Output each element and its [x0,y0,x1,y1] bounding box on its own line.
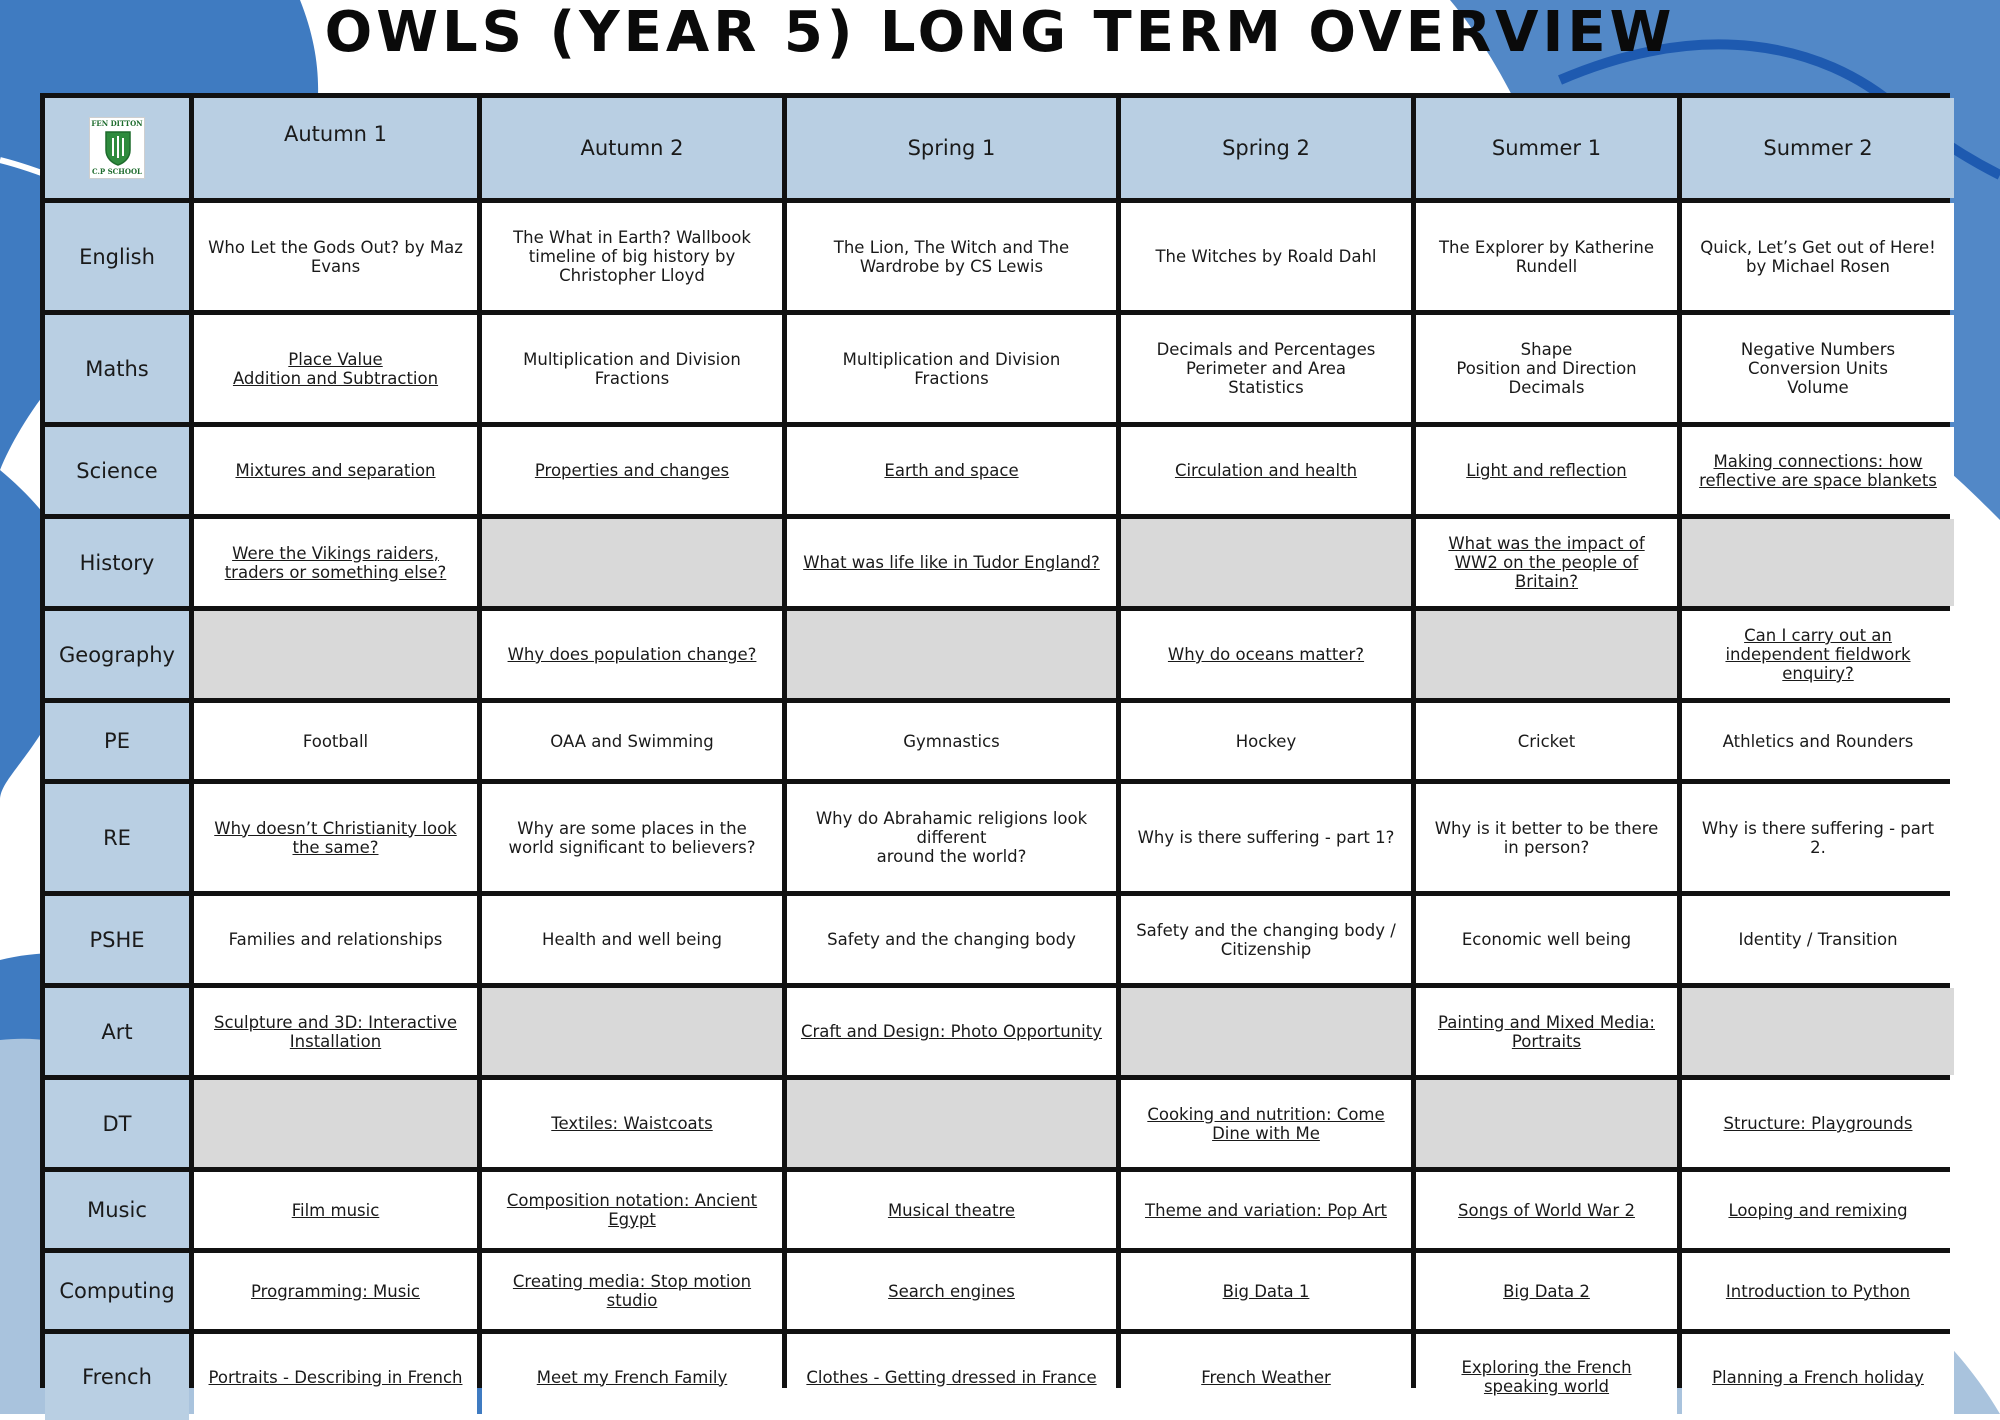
term-header-autumn-1: Autumn 1 [194,98,477,198]
topic-cell: Cricket [1416,703,1677,779]
topic-cell: Why is there suffering - part 2. [1682,784,1954,891]
subject-label-computing: Computing [45,1253,189,1329]
topic-cell: The Explorer by Katherine Rundell [1416,203,1677,310]
subject-label-dt: DT [45,1080,189,1167]
logo-bottom-text: C.P SCHOOL [92,167,142,176]
topic-link[interactable]: Cooking and nutrition: Come Dine with Me [1121,1080,1411,1167]
topic-link[interactable]: Big Data 2 [1416,1253,1677,1329]
topic-link[interactable]: Sculpture and 3D: Interactive Installation [194,988,477,1075]
topic-link[interactable]: Film music [194,1172,477,1248]
topic-link[interactable]: Programming: Music [194,1253,477,1329]
empty-cell [482,988,782,1075]
topic-link[interactable]: Clothes - Getting dressed in France [787,1334,1116,1420]
topic-link[interactable]: Musical theatre [787,1172,1116,1248]
topic-cell: The What in Earth? Wallbook timeline of big history by Christopher Lloyd [482,203,782,310]
subject-label-music: Music [45,1172,189,1248]
subject-label-science: Science [45,427,189,514]
topic-link[interactable]: Painting and Mixed Media: Portraits [1416,988,1677,1075]
topic-cell: Football [194,703,477,779]
shield-icon [104,130,132,166]
empty-cell [194,611,477,698]
school-logo [89,117,145,179]
logo-top-text: FEN DITTON [91,119,143,128]
topic-link[interactable]: Exploring the French speaking world [1416,1334,1677,1420]
subject-label-pe: PE [45,703,189,779]
topic-link[interactable]: Meet my French Family [482,1334,782,1420]
school-logo-cell [45,98,189,198]
topic-cell: Negative Numbers Conversion Units Volume [1682,315,1954,422]
overview-table [40,93,1950,1396]
topic-link[interactable]: Planning a French holiday [1682,1334,1954,1420]
empty-cell [1682,988,1954,1075]
topic-link[interactable]: Introduction to Python [1682,1253,1954,1329]
topic-cell: Multiplication and Division Fractions [787,315,1116,422]
subject-label-re: RE [45,784,189,891]
topic-cell: Why are some places in the world significant to believers? [482,784,782,891]
topic-link[interactable]: Songs of World War 2 [1416,1172,1677,1248]
topic-link[interactable]: Search engines [787,1253,1116,1329]
topic-cell: Economic well being [1416,896,1677,983]
empty-cell [1121,519,1411,606]
empty-cell [787,1080,1116,1167]
term-header-spring-2: Spring 2 [1121,98,1411,198]
topic-cell: Why is there suffering - part 1? [1121,784,1411,891]
subject-label-geography: Geography [45,611,189,698]
subject-label-history: History [45,519,189,606]
topic-cell: Why do Abrahamic religions look different around the world? [787,784,1116,891]
topic-cell: Gymnastics [787,703,1116,779]
empty-cell [482,519,782,606]
term-header-autumn-2: Autumn 2 [482,98,782,198]
empty-cell [787,611,1116,698]
topic-cell: Athletics and Rounders [1682,703,1954,779]
topic-cell: Hockey [1121,703,1411,779]
topic-link[interactable]: Creating media: Stop motion studio [482,1253,782,1329]
subject-label-french: French [45,1334,189,1420]
topic-link[interactable]: Theme and variation: Pop Art [1121,1172,1411,1248]
topic-link[interactable]: Place Value Addition and Subtraction [194,315,477,422]
topic-link[interactable]: Composition notation: Ancient Egypt [482,1172,782,1248]
topic-cell: Multiplication and Division Fractions [482,315,782,422]
topic-cell: Safety and the changing body / Citizenship [1121,896,1411,983]
topic-link[interactable]: Craft and Design: Photo Opportunity [787,988,1116,1075]
topic-link[interactable]: Why does population change? [482,611,782,698]
empty-cell [1682,519,1954,606]
term-header-summer-2: Summer 2 [1682,98,1954,198]
topic-link[interactable]: Why doesn’t Christianity look the same? [194,784,477,891]
topic-link[interactable]: Light and reflection [1416,427,1677,514]
subject-label-pshe: PSHE [45,896,189,983]
topic-cell: Why is it better to be there in person? [1416,784,1677,891]
empty-cell [1121,988,1411,1075]
topic-link[interactable]: Were the Vikings raiders, traders or something else? [194,519,477,606]
subject-label-english: English [45,203,189,310]
topic-link[interactable]: Making connections: how reflective are space blankets [1682,427,1954,514]
topic-link[interactable]: Portraits - Describing in French [194,1334,477,1420]
topic-link[interactable]: Structure: Playgrounds [1682,1080,1954,1167]
topic-cell: Families and relationships [194,896,477,983]
empty-cell [1416,1080,1677,1167]
subject-label-maths: Maths [45,315,189,422]
term-header-spring-1: Spring 1 [787,98,1116,198]
topic-cell: Health and well being [482,896,782,983]
topic-link[interactable]: Looping and remixing [1682,1172,1954,1248]
topic-cell: The Lion, The Witch and The Wardrobe by CS Lewis [787,203,1116,310]
page-title: OWLS (YEAR 5) LONG TERM OVERVIEW [324,0,1676,65]
topic-link[interactable]: Circulation and health [1121,427,1411,514]
topic-cell: Identity / Transition [1682,896,1954,983]
topic-cell: Who Let the Gods Out? by Maz Evans [194,203,477,310]
topic-cell: OAA and Swimming [482,703,782,779]
empty-cell [194,1080,477,1167]
topic-link[interactable]: Big Data 1 [1121,1253,1411,1329]
topic-cell: The Witches by Roald Dahl [1121,203,1411,310]
topic-cell: Safety and the changing body [787,896,1116,983]
topic-link[interactable]: French Weather [1121,1334,1411,1420]
topic-link[interactable]: What was life like in Tudor England? [787,519,1116,606]
topic-cell: Decimals and Percentages Perimeter and Area Statistics [1121,315,1411,422]
topic-cell: Shape Position and Direction Decimals [1416,315,1677,422]
topic-link[interactable]: Properties and changes [482,427,782,514]
term-header-summer-1: Summer 1 [1416,98,1677,198]
empty-cell [1416,611,1677,698]
topic-link[interactable]: Why do oceans matter? [1121,611,1411,698]
topic-link[interactable]: Mixtures and separation [194,427,477,514]
topic-link[interactable]: What was the impact of WW2 on the people of Britain? [1416,519,1677,606]
topic-link[interactable]: Earth and space [787,427,1116,514]
topic-link[interactable]: Can I carry out an independent fieldwork enquiry? [1682,611,1954,698]
topic-link[interactable]: Textiles: Waistcoats [482,1080,782,1167]
topic-cell: Quick, Let’s Get out of Here! by Michael Rosen [1682,203,1954,310]
subject-label-art: Art [45,988,189,1075]
